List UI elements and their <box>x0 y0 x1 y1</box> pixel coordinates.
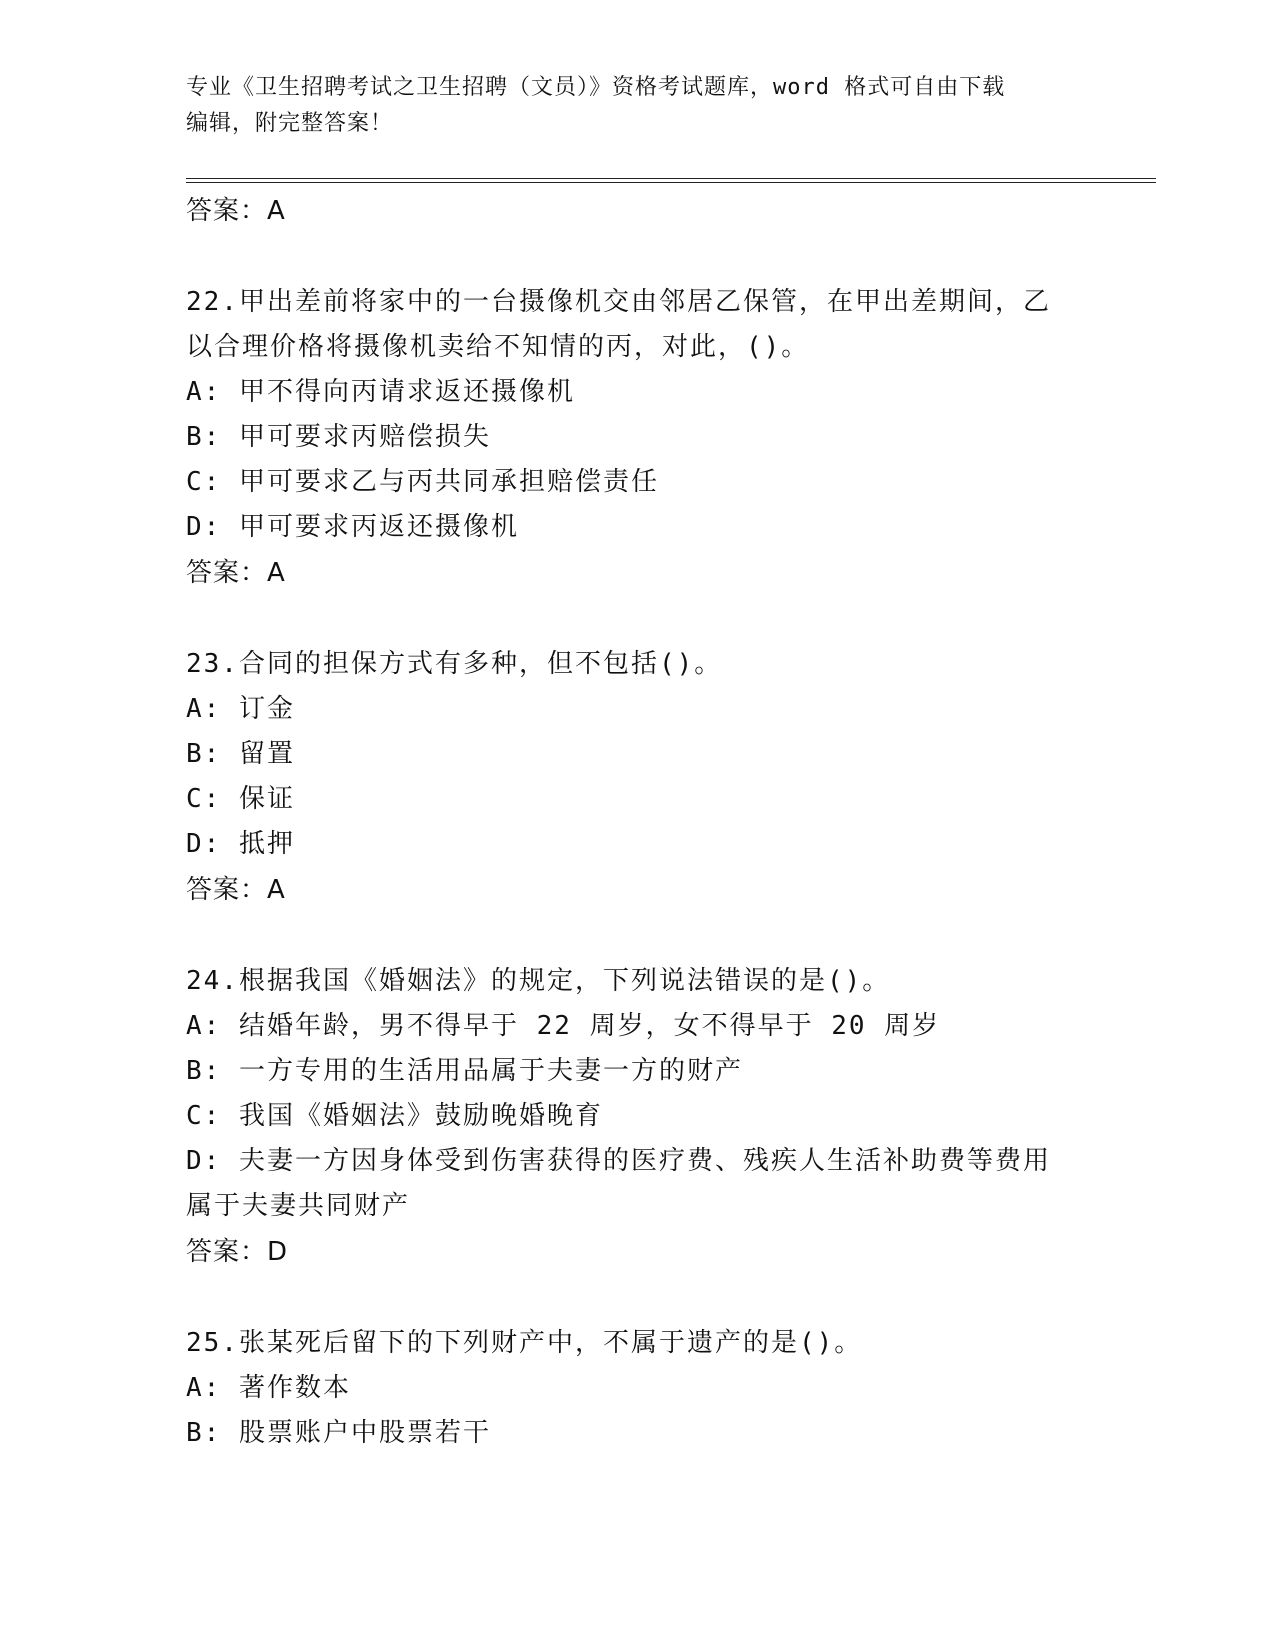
option-d: D: 抵押 <box>186 829 295 859</box>
header-divider <box>186 178 1156 183</box>
header-line-1: 专业《卫生招聘考试之卫生招聘（文员）》资格考试题库，word 格式可自由下载 <box>186 75 1006 100</box>
question-stem: 23.合同的担保方式有多种，但不包括()。 <box>186 649 723 679</box>
question-23 <box>186 642 1156 913</box>
question-stem: 24.根据我国《婚姻法》的规定，下列说法错误的是()。 <box>186 966 891 996</box>
answer-line: 答案：A <box>186 196 286 226</box>
answer-line: 答案：A <box>186 875 286 905</box>
question-list <box>186 188 1156 1456</box>
option-b: B: 一方专用的生活用品属于夫妻一方的财产 <box>186 1056 743 1086</box>
question-stem: 25.张某死后留下的下列财产中，不属于遗产的是()。 <box>186 1328 863 1358</box>
option-d-continued: 属于夫妻共同财产 <box>186 1191 411 1221</box>
question-24 <box>186 959 1156 1275</box>
option-b: B: 股票账户中股票若干 <box>186 1418 491 1448</box>
option-c: C: 甲可要求乙与丙共同承担赔偿责任 <box>186 467 659 497</box>
option-c: C: 我国《婚姻法》鼓励晚婚晚育 <box>186 1101 603 1131</box>
option-a: A: 订金 <box>186 694 295 724</box>
option-a: A: 结婚年龄，男不得早于 22 周岁，女不得早于 20 周岁 <box>186 1011 941 1041</box>
question-stem: 22.甲出差前将家中的一台摄像机交由邻居乙保管，在甲出差期间，乙 <box>186 287 1051 317</box>
option-b: B: 甲可要求丙赔偿损失 <box>186 422 491 452</box>
option-d: D: 甲可要求丙返还摄像机 <box>186 512 519 542</box>
option-d: D: 夫妻一方因身体受到伤害获得的医疗费、残疾人生活补助费等费用 <box>186 1146 1051 1176</box>
header-line-2: 编辑，附完整答案！ <box>186 111 394 136</box>
option-c: C: 保证 <box>186 784 295 814</box>
option-a: A: 著作数本 <box>186 1373 351 1403</box>
document-header <box>186 70 1066 142</box>
question-22 <box>186 280 1156 596</box>
question-stem-continued: 以合理价格将摄像机卖给不知情的丙，对此，()。 <box>186 332 810 362</box>
answer-line: 答案：A <box>186 558 286 588</box>
option-b: B: 留置 <box>186 739 295 769</box>
option-a: A: 甲不得向丙请求返还摄像机 <box>186 377 575 407</box>
answer-line: 答案：D <box>186 1237 289 1267</box>
question-25 <box>186 1321 1156 1456</box>
